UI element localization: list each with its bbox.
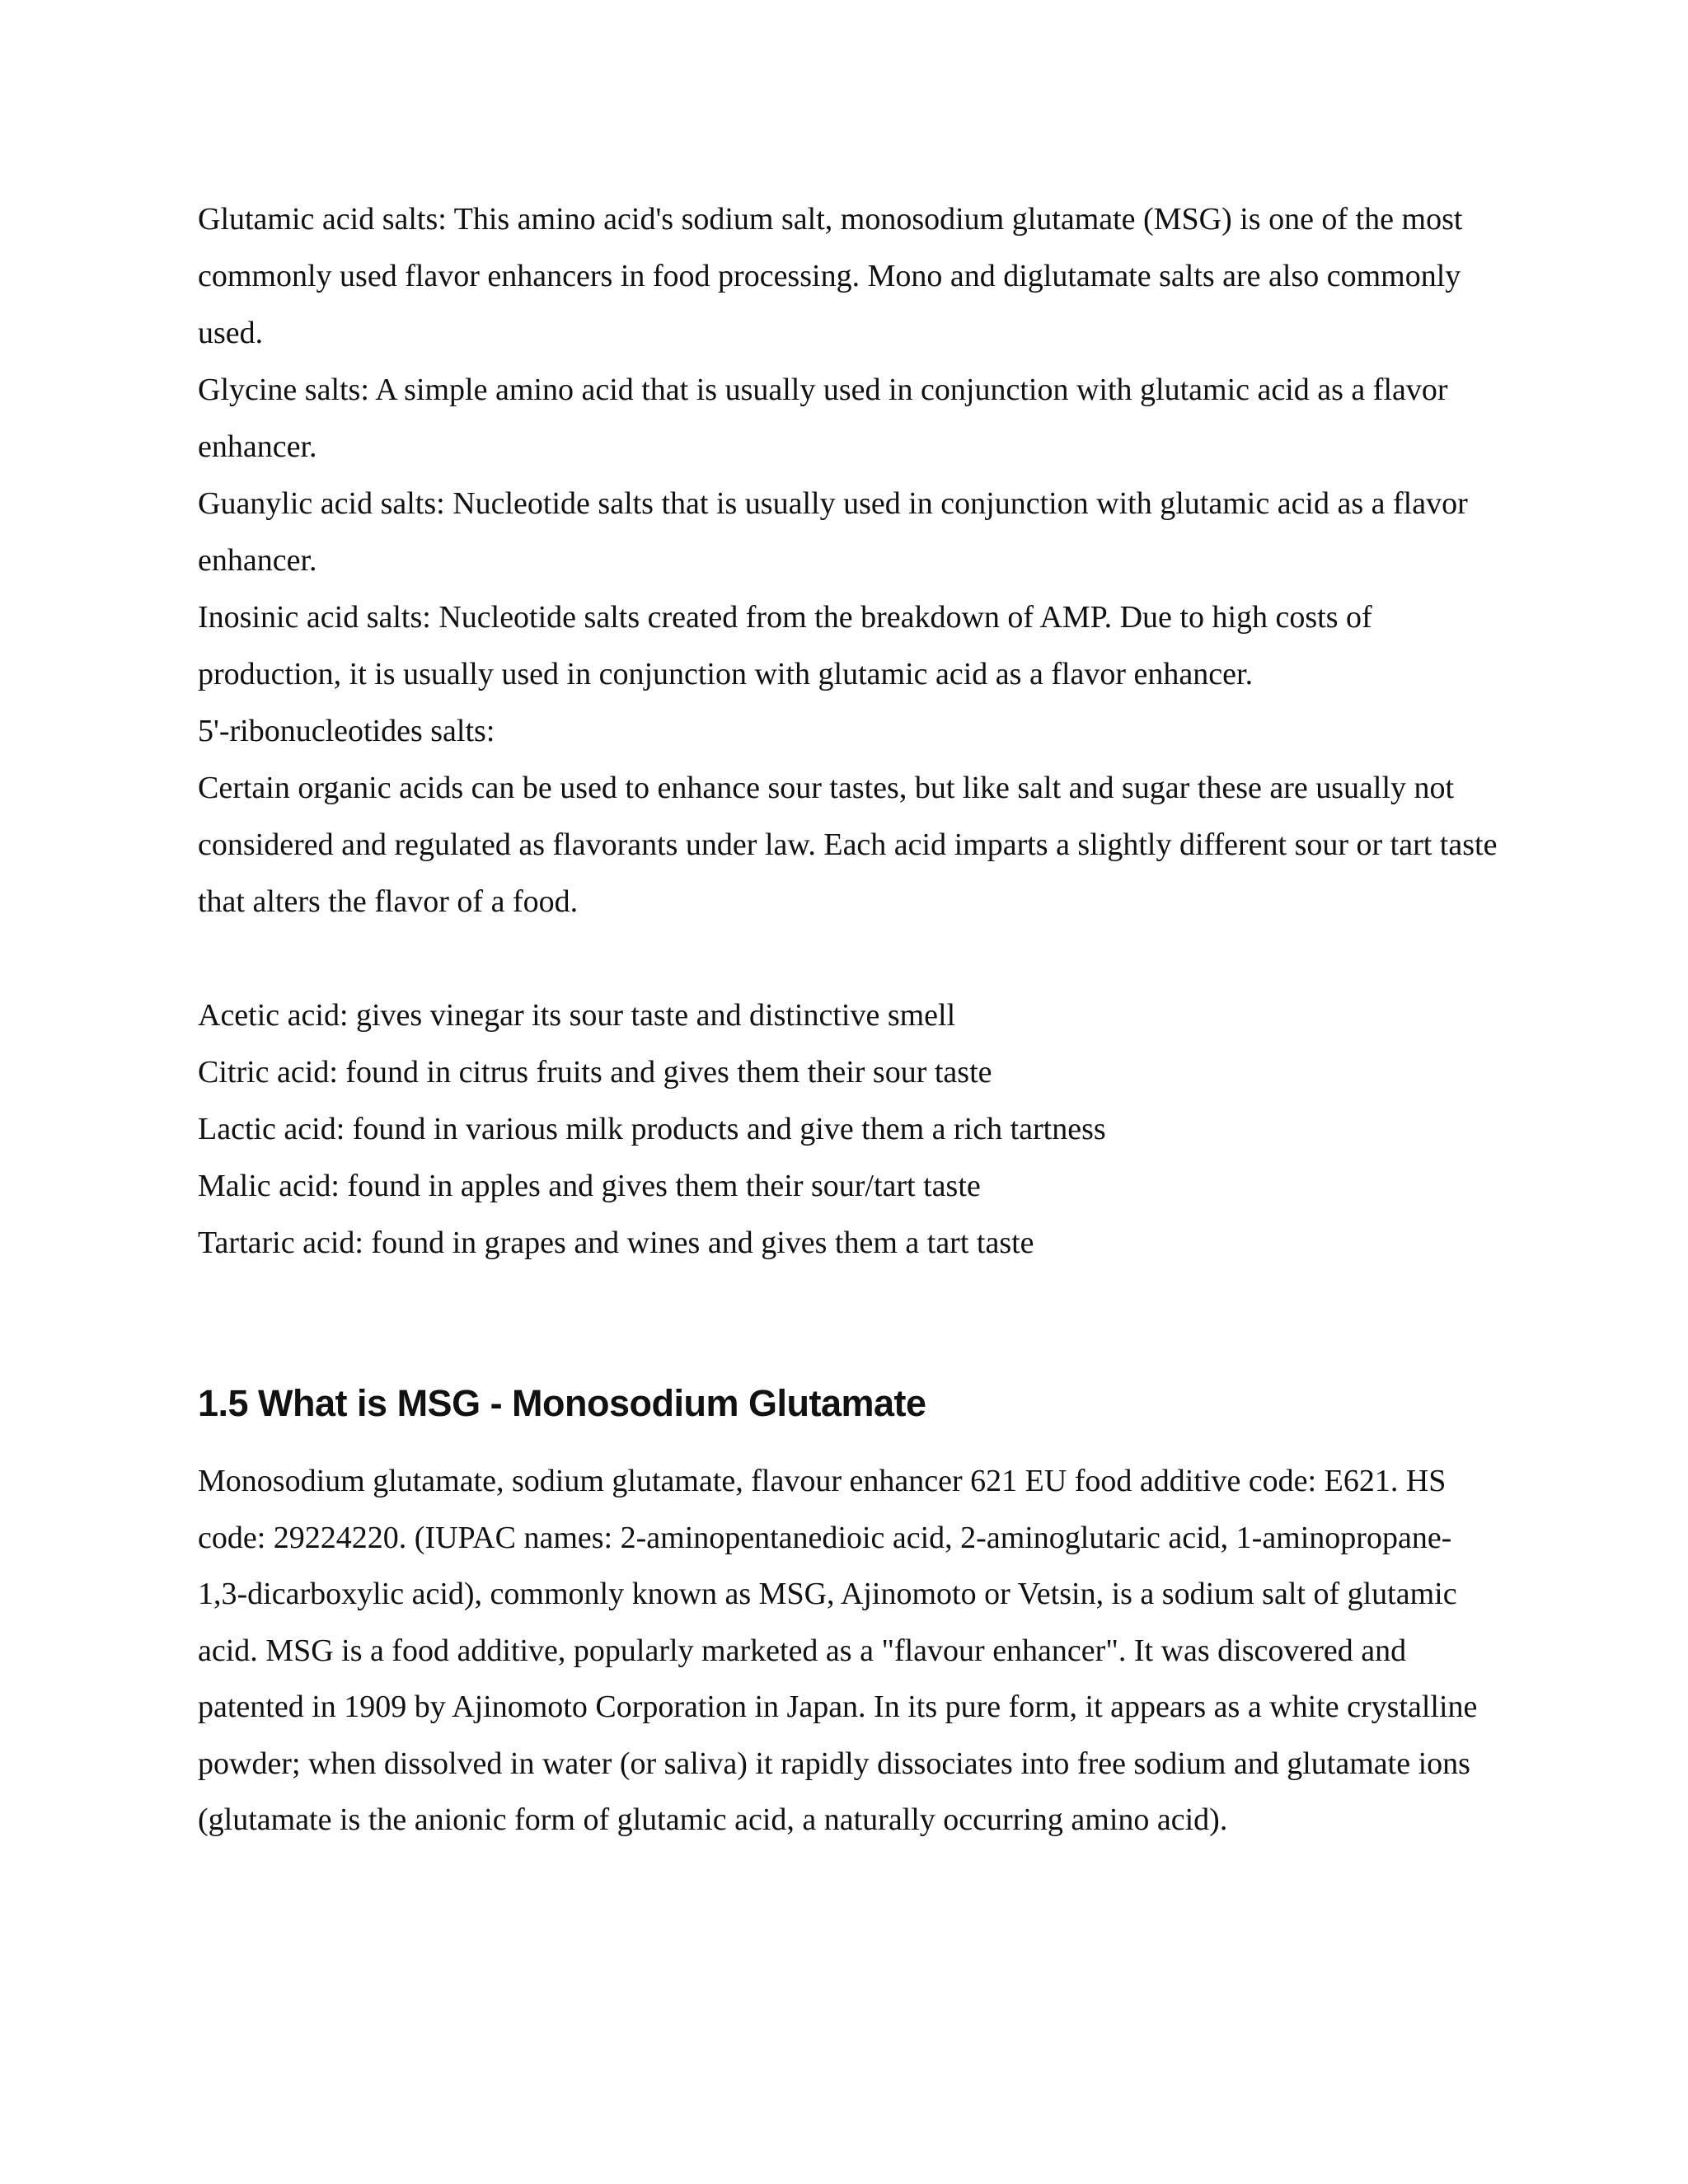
paragraph-organic-acids: Certain organic acids can be used to enhance sour tastes, but like salt and sugar these are usually not considered and regulated as flavorants under law. Each acid imparts a slightly different sour or tart taste that alters the flavor of a food. <box>198 771 1498 919</box>
blank-line <box>198 930 1500 987</box>
paragraph-inosinic-acid-salts: Inosinic acid salts: Nucleotide salts created from the breakdown of AMP. Due to high costs of production, it is usually used in conjunction with glutamic acid as a flavor enhancer. <box>198 600 1372 691</box>
acid-item-malic: Malic acid: found in apples and gives them their sour/tart taste <box>198 1169 981 1203</box>
paragraph-glutamic-acid-salts: Glutamic acid salts: This amino acid's sodium salt, monosodium glutamate (MSG) is one of the most commonly used flavor enhancers in food processing. Mono and diglutamate salts are also commonly used. <box>198 202 1463 350</box>
paragraph-ribonucleotides-salts: 5'-ribonucleotides salts: <box>198 714 495 748</box>
acid-item-tartaric: Tartaric acid: found in grapes and wines and gives them a tart taste <box>198 1226 1034 1260</box>
paragraph-msg-definition: Monosodium glutamate, sodium glutamate, flavour enhancer 621 EU food additive code: E621. HS code: 29224220. (IUPAC names: 2-aminopentanedioic acid, 2-aminoglutaric acid, 1-aminopropane-1,3-dicarboxylic acid), commonly known as MSG, Ajinomoto or Vetsin, is a sodium salt of glutamic acid. MSG is a food additive, popularly marketed as a "flavour enhancer". It was discovered and patented in 1909 by Ajinomoto Corporation in Japan. In its pure form, it appears as a white crystalline powder; when dissolved in water (or saliva) it rapidly dissociates into free sodium and glutamate ions (glutamate is the anionic form of glutamic acid, a naturally occurring amino acid). <box>198 1464 1478 1837</box>
document-page <box>198 191 1500 1849</box>
acid-item-lactic: Lactic acid: found in various milk products and give them a rich tartness <box>198 1112 1106 1146</box>
acid-item-acetic: Acetic acid: gives vinegar its sour taste and distinctive smell <box>198 998 956 1033</box>
acid-item-citric: Citric acid: found in citrus fruits and gives them their sour taste <box>198 1055 992 1090</box>
paragraph-guanylic-acid-salts: Guanylic acid salts: Nucleotide salts that is usually used in conjunction with glutamic acid as a flavor enhancer. <box>198 486 1468 578</box>
paragraph-glycine-salts: Glycine salts: A simple amino acid that is usually used in conjunction with glutamic acid as a flavor enhancer. <box>198 373 1448 464</box>
section-heading: 1.5 What is MSG - Monosodium Glutamate <box>198 1382 926 1424</box>
